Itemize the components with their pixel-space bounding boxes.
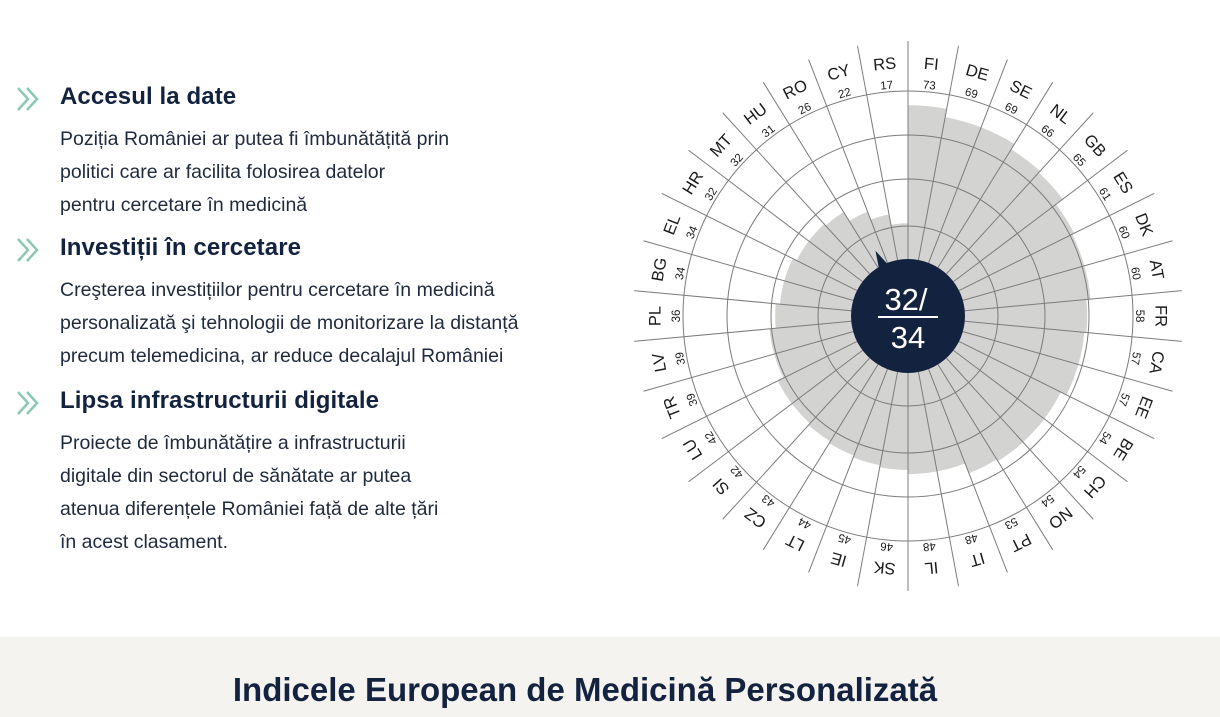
country-label: TR: [660, 393, 685, 421]
country-label: MT: [706, 130, 737, 161]
value-label: 53: [1002, 514, 1020, 531]
value-label: 31: [760, 123, 778, 141]
country-label: PT: [1007, 529, 1035, 555]
value-label: 57: [1115, 391, 1132, 408]
section-text: [60, 123, 620, 222]
country-label: CA: [1145, 349, 1168, 376]
country-label: FR: [1151, 305, 1170, 327]
value-label: 32: [728, 151, 747, 170]
value-label: 54: [1038, 491, 1056, 509]
country-label: GB: [1079, 130, 1110, 161]
value-label: 39: [684, 391, 701, 408]
text-line: personalizată şi tehnologii de monitorizare la distanță: [60, 312, 519, 334]
value-label: 54: [1069, 462, 1088, 481]
section-title: Accesul la date: [60, 83, 237, 110]
text-line: Creşterea investițiilor pentru cercetare în medicină: [60, 279, 495, 301]
section-text: [60, 274, 620, 373]
center-rank: 32/: [884, 282, 928, 317]
value-label: 54: [1095, 428, 1113, 447]
country-label: CY: [825, 61, 853, 85]
value-label: 66: [1038, 123, 1056, 141]
value-label: 46: [879, 539, 894, 553]
text-line: Proiecte de îmbunătățire a infrastructurii: [60, 432, 406, 454]
country-label: EL: [660, 212, 685, 238]
radial-chart: [620, 20, 1200, 600]
value-label: 58: [1132, 309, 1145, 323]
section-title: Investiții în cercetare: [60, 234, 302, 261]
country-label: HR: [679, 168, 708, 198]
value-label: 69: [963, 86, 979, 102]
country-label: FI: [923, 54, 940, 75]
country-label: AT: [1145, 258, 1168, 282]
value-label: 34: [673, 266, 688, 281]
double-chevron-icon: [14, 389, 44, 417]
value-label: 60: [1128, 266, 1143, 281]
country-label: CH: [1079, 471, 1110, 502]
text-line: politici care ar facilita folosirea datelor: [60, 161, 386, 183]
text-line: Poziția României ar putea fi îmbunătățită prin: [60, 128, 450, 150]
section-text: [60, 427, 620, 559]
value-label: 57: [1127, 350, 1143, 366]
text-line: digitale din sectorul de sănătate ar putea: [60, 465, 412, 487]
country-label: IL: [923, 557, 940, 578]
country-label: DE: [963, 61, 991, 85]
value-label: 48: [963, 530, 979, 546]
text-line: pentru cercetare în medicină: [60, 194, 308, 216]
value-label: 42: [728, 462, 747, 481]
country-label: BG: [648, 256, 671, 283]
value-label: 22: [837, 86, 853, 102]
value-label: 34: [684, 224, 701, 241]
country-label: NL: [1046, 100, 1075, 128]
country-label: NO: [1045, 502, 1076, 533]
value-label: 36: [671, 309, 684, 323]
country-label: SI: [709, 474, 734, 499]
value-label: 32: [703, 185, 721, 204]
double-chevron-icon: [14, 85, 44, 113]
country-label: PL: [646, 305, 665, 327]
value-label: 65: [1069, 151, 1088, 170]
footer-band: [0, 637, 1220, 717]
text-line: atenua diferențele României față de alte țări: [60, 498, 439, 520]
country-label: IE: [828, 548, 849, 570]
country-label: RS: [872, 54, 897, 75]
value-label: 48: [922, 539, 937, 553]
country-label: HU: [740, 99, 771, 129]
country-label: SK: [872, 557, 897, 578]
text-line: în acest clasament.: [60, 531, 228, 553]
value-label: 39: [673, 350, 689, 366]
value-label: 45: [837, 530, 853, 546]
double-chevron-icon: [14, 236, 44, 264]
value-label: 43: [760, 491, 778, 509]
country-label: RO: [780, 76, 811, 104]
country-label: SE: [1006, 76, 1035, 103]
country-label: DK: [1131, 210, 1157, 239]
country-label: BE: [1109, 434, 1137, 464]
center-total: 34: [890, 320, 926, 355]
country-label: CZ: [741, 503, 770, 532]
value-label: 17: [879, 79, 894, 93]
value-label: 73: [922, 79, 937, 93]
country-label: IT: [967, 548, 987, 570]
value-label: 26: [796, 101, 814, 118]
text-panel: [0, 0, 620, 630]
value-label: 69: [1002, 101, 1020, 118]
country-label: LV: [649, 351, 671, 374]
value-label: 60: [1115, 224, 1132, 241]
country-label: LT: [783, 530, 808, 555]
footer-title: Indicele European de Medicină Personalizată: [232, 671, 938, 708]
value-label: 42: [703, 428, 721, 447]
country-label: LU: [679, 435, 707, 463]
country-label: ES: [1109, 168, 1137, 198]
country-label: EE: [1131, 393, 1156, 421]
value-label: 44: [796, 514, 814, 531]
section-title: Lipsa infrastructurii digitale: [60, 387, 380, 414]
text-line: precum telemedicina, ar reduce decalajul României: [60, 345, 504, 367]
value-label: 61: [1095, 185, 1113, 204]
